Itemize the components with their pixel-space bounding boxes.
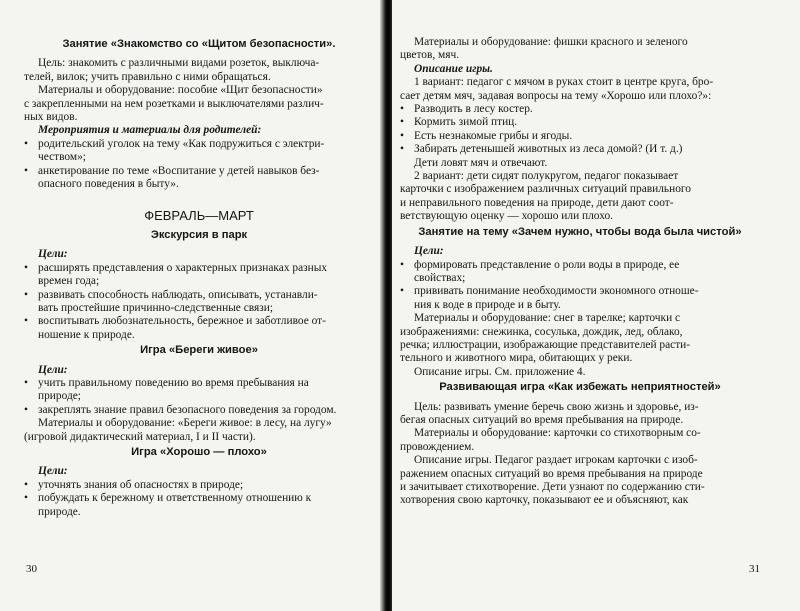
left-text-line: Занятие «Знакомство со «Щитом безопасности». (62, 38, 336, 50)
left-text-line: • развивать способность наблюдать, описывать, устанавли- (24, 289, 374, 302)
left-text-line: Цели: (38, 248, 68, 261)
right-text-line: бегая опасных ситуаций во время пребывания на природе. (400, 413, 684, 426)
right-text-line: изображениями: снежинка, сосулька, дождик, лед, облако, (400, 325, 683, 338)
left-text-line: Цель: знакомить с различными видами розеток, выключа- (38, 57, 320, 70)
right-text-line: тельного и животного мира, обитающих у реки. (400, 352, 633, 365)
left-text-line: природе. (38, 505, 81, 518)
left-text-line: Игра «Береги живое» (140, 344, 258, 357)
left-text-line: телей, вилок; учить правильно с ними обращаться. (24, 70, 271, 83)
right-text-line: ния к воде в природе и в быту. (414, 298, 561, 311)
left-text-line: • учить правильному поведению во время пребывания на (24, 377, 374, 390)
page-number-left: 30 (26, 563, 37, 575)
right-text-line: • прививать понимание необходимости экономного отноше- (400, 285, 760, 298)
left-text-line: Цели: (38, 363, 68, 376)
left-text-line: опасного поведения в быту». (38, 178, 179, 191)
right-text-line: • Забирать детенышей животных из леса домой? (И т. д.) (400, 143, 760, 156)
right-text-line: ветствующую оценку — хорошо или плохо. (400, 210, 614, 223)
left-text-line: (игровой дидактический материал, I и II части). (24, 430, 256, 443)
right-text-line: • Кормить зимой птиц. (400, 116, 760, 129)
right-text-line: карточки с изображением различных ситуаций правильного (400, 183, 691, 196)
right-text-line: цветов, мяч. (400, 49, 460, 62)
left-text-line: Цели: (38, 465, 68, 478)
right-text-line: Развивающая игра «Как избежать неприятностей» (439, 381, 721, 394)
left-text-line: времен года; (38, 275, 100, 288)
left-text-line: Экскурсия в парк (150, 228, 248, 241)
left-text-line: • анкетирование по теме «Воспитание у детей навыков без- (24, 165, 374, 178)
right-text-line: ражением опасных ситуаций во время пребывания на природе (400, 467, 703, 480)
right-text-line: 2 вариант: дети сидят полукругом, педагог показывает (414, 170, 679, 183)
left-page (0, 0, 384, 611)
left-text-line: ных видов. (24, 111, 78, 124)
left-text-line: • расширять представления о характерных признаках разных (24, 262, 374, 275)
right-text-line: и зачитывает стихотворение. Дети узнают по содержанию сти- (400, 481, 705, 493)
right-text-line: Дети ловят мяч и отвечают. (414, 156, 548, 169)
left-text-line: природе; (38, 390, 81, 403)
left-text-line: с закрепленными на нем розетками и выключателями различ- (24, 97, 324, 110)
right-text-line: Занятие на тему «Зачем нужно, чтобы вода была чистой» (418, 225, 742, 238)
right-text-line: Материалы и оборудование: фишки красного и зеленого (414, 36, 688, 48)
right-text-line: 1 вариант: педагог с мячом в руках стоит в центре круга, бро- (414, 76, 714, 89)
right-text-line: сает детям мяч, задавая вопросы на тему «Хорошо или плохо?»: (400, 89, 712, 102)
page-number-right: 31 (749, 563, 760, 575)
right-page-text (400, 36, 760, 508)
right-text-line: • Разводить в лесу костер. (400, 103, 760, 116)
left-text-line: Материалы и оборудование: «Береги живое: в лесу, на лугу» (38, 417, 332, 430)
right-text-line: Цели: (414, 245, 444, 258)
left-text-line: • родительский уголок на тему «Как подружиться с электри- (24, 138, 374, 151)
right-text-line: речка; иллюстрации, изображающие представителей расти- (400, 338, 691, 351)
left-text-line: Игра «Хорошо — плохо» (131, 445, 267, 458)
left-text-line: ФЕВРАЛЬ—МАРТ (144, 209, 254, 223)
right-page (392, 0, 800, 611)
left-text-line: • воспитывать любознательность, бережное и заботливое от- (24, 315, 374, 328)
left-text-line: чеством»; (38, 151, 86, 164)
right-text-line: Цель: развивать умение беречь свою жизнь и здоровье, из- (414, 400, 699, 413)
right-text-line: Описание игры. (414, 62, 493, 75)
left-page-text (24, 38, 374, 519)
right-text-line: • Есть незнакомые грибы и ягоды. (400, 130, 760, 143)
left-text-line: • побуждать к бережному и ответственному отношению к (24, 492, 374, 505)
left-text-line: вать простейшие причинно-следственные связи; (38, 301, 273, 314)
right-text-line: • формировать представление о роли воды в природе, ее (400, 259, 760, 272)
left-text-line: • закреплять знание правил безопасного поведения за городом. (24, 404, 374, 417)
left-text-line: Материалы и оборудование: пособие «Щит безопасности» (38, 84, 323, 97)
right-text-line: Описание игры. Педагог раздает игрокам карточки с изоб- (414, 454, 698, 467)
left-text-line: ношение к природе. (38, 328, 135, 341)
right-text-line: хотворения свою карточку, показывают ее и объясняют, как (400, 494, 689, 507)
right-text-line: Материалы и оборудование: карточки со стихотворным со- (414, 427, 701, 440)
left-text-line: • уточнять знания об опасностях в природе; (24, 479, 374, 492)
right-text-line: Описание игры. См. приложение 4. (414, 365, 586, 378)
right-text-line: свойствах; (414, 271, 466, 284)
right-text-line: Материалы и оборудование: снег в тарелке; карточки с (414, 312, 681, 325)
right-text-line: и неправильного поведения на природе, дети дают соот- (400, 196, 674, 209)
left-text-line: Мероприятия и материалы для родителей: (38, 124, 262, 137)
right-text-line: провождением. (400, 440, 475, 453)
